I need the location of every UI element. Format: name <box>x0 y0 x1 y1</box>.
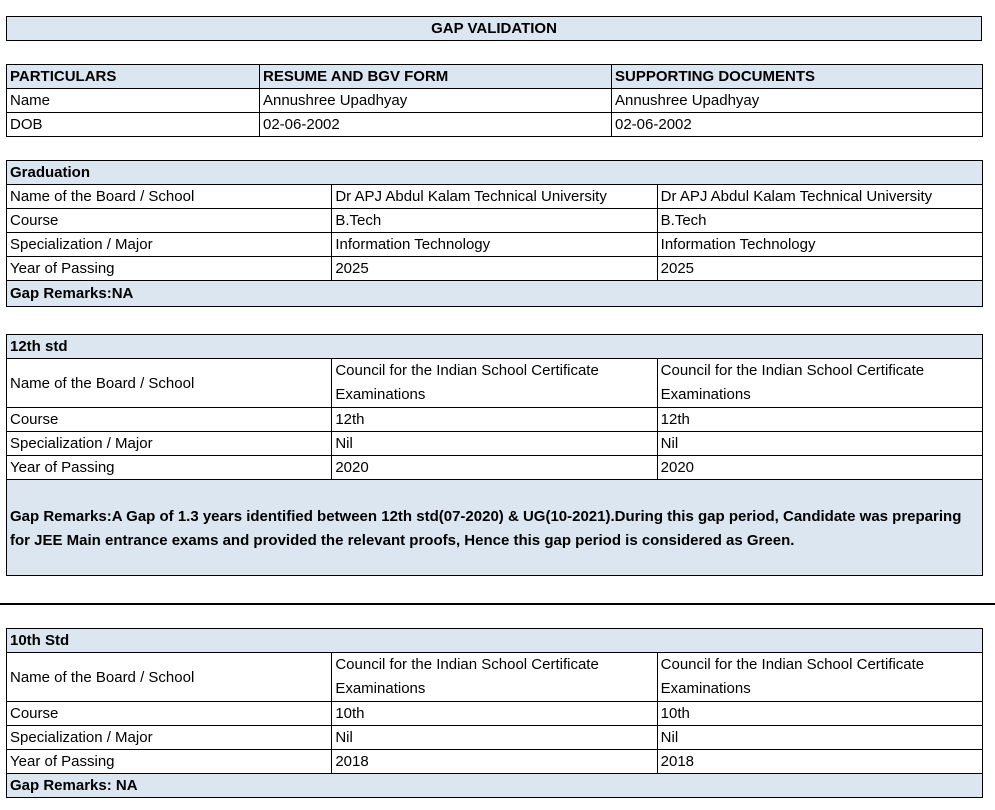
resume-value: 10th <box>332 702 657 726</box>
docs-value: 02-06-2002 <box>612 113 983 137</box>
resume-value: Council for the Indian School Certificate Examinations <box>332 359 657 408</box>
row-label: Course <box>7 702 332 726</box>
table-row <box>7 653 983 702</box>
particulars-table <box>6 64 983 137</box>
gap-remarks-row <box>7 480 983 576</box>
resume-value: Nil <box>332 432 657 456</box>
section-heading-row <box>7 335 983 359</box>
std10-table <box>6 628 983 798</box>
gap-remarks: Gap Remarks:NA <box>7 281 983 307</box>
docs-value: Information Technology <box>657 233 982 257</box>
docs-value: B.Tech <box>657 209 982 233</box>
row-label: Year of Passing <box>7 750 332 774</box>
table-row <box>7 113 983 137</box>
row-label: Name of the Board / School <box>7 185 332 209</box>
table-row <box>7 185 983 209</box>
page-title: GAP VALIDATION <box>6 16 982 41</box>
docs-value: 12th <box>657 408 982 432</box>
gap-remarks-row <box>7 281 983 307</box>
resume-value: Nil <box>332 726 657 750</box>
table-row <box>7 209 983 233</box>
row-label: Course <box>7 408 332 432</box>
row-label: Specialization / Major <box>7 233 332 257</box>
table-row <box>7 257 983 281</box>
row-label: Name of the Board / School <box>7 653 332 702</box>
docs-value: Council for the Indian School Certificate Examinations <box>657 359 982 408</box>
header-particulars: PARTICULARS <box>7 65 260 89</box>
row-label: DOB <box>7 113 260 137</box>
table-row <box>7 408 983 432</box>
divider <box>0 603 995 605</box>
row-label: Name <box>7 89 260 113</box>
table-row <box>7 456 983 480</box>
gap-remarks-row <box>7 774 983 798</box>
docs-value: Nil <box>657 432 982 456</box>
docs-value: Council for the Indian School Certificate Examinations <box>657 653 982 702</box>
resume-value: 02-06-2002 <box>260 113 612 137</box>
resume-value: Dr APJ Abdul Kalam Technical University <box>332 185 657 209</box>
resume-value: Council for the Indian School Certificate Examinations <box>332 653 657 702</box>
section-heading: 10th Std <box>7 629 983 653</box>
table-row <box>7 233 983 257</box>
table-row <box>7 89 983 113</box>
header-docs: SUPPORTING DOCUMENTS <box>612 65 983 89</box>
docs-value: 2018 <box>657 750 982 774</box>
resume-value: B.Tech <box>332 209 657 233</box>
std12-table <box>6 334 983 576</box>
section-heading: Graduation <box>7 161 983 185</box>
section-heading-row <box>7 161 983 185</box>
resume-value: 12th <box>332 408 657 432</box>
docs-value: 2025 <box>657 257 982 281</box>
gap-remarks: Gap Remarks: NA <box>7 774 983 798</box>
table-row <box>7 726 983 750</box>
row-label: Name of the Board / School <box>7 359 332 408</box>
row-label: Year of Passing <box>7 257 332 281</box>
resume-value: 2020 <box>332 456 657 480</box>
resume-value: 2025 <box>332 257 657 281</box>
section-heading-row <box>7 629 983 653</box>
table-row <box>7 750 983 774</box>
row-label: Year of Passing <box>7 456 332 480</box>
docs-value: Annushree Upadhyay <box>612 89 983 113</box>
row-label: Specialization / Major <box>7 432 332 456</box>
row-label: Specialization / Major <box>7 726 332 750</box>
header-resume: RESUME AND BGV FORM <box>260 65 612 89</box>
resume-value: 2018 <box>332 750 657 774</box>
graduation-table <box>6 160 983 307</box>
resume-value: Information Technology <box>332 233 657 257</box>
docs-value: 2020 <box>657 456 982 480</box>
table-row <box>7 359 983 408</box>
section-heading: 12th std <box>7 335 983 359</box>
gap-remarks: Gap Remarks:A Gap of 1.3 years identified between 12th std(07-2020) & UG(10-2021).During this gap period, Candidate was preparing for JEE Main entrance exams and provided the relevant proofs, Hence this gap period is considered as Green. <box>7 480 983 576</box>
docs-value: Nil <box>657 726 982 750</box>
header-row <box>7 65 983 89</box>
docs-value: 10th <box>657 702 982 726</box>
resume-value: Annushree Upadhyay <box>260 89 612 113</box>
docs-value: Dr APJ Abdul Kalam Technical University <box>657 185 982 209</box>
row-label: Course <box>7 209 332 233</box>
table-row <box>7 432 983 456</box>
table-row <box>7 702 983 726</box>
